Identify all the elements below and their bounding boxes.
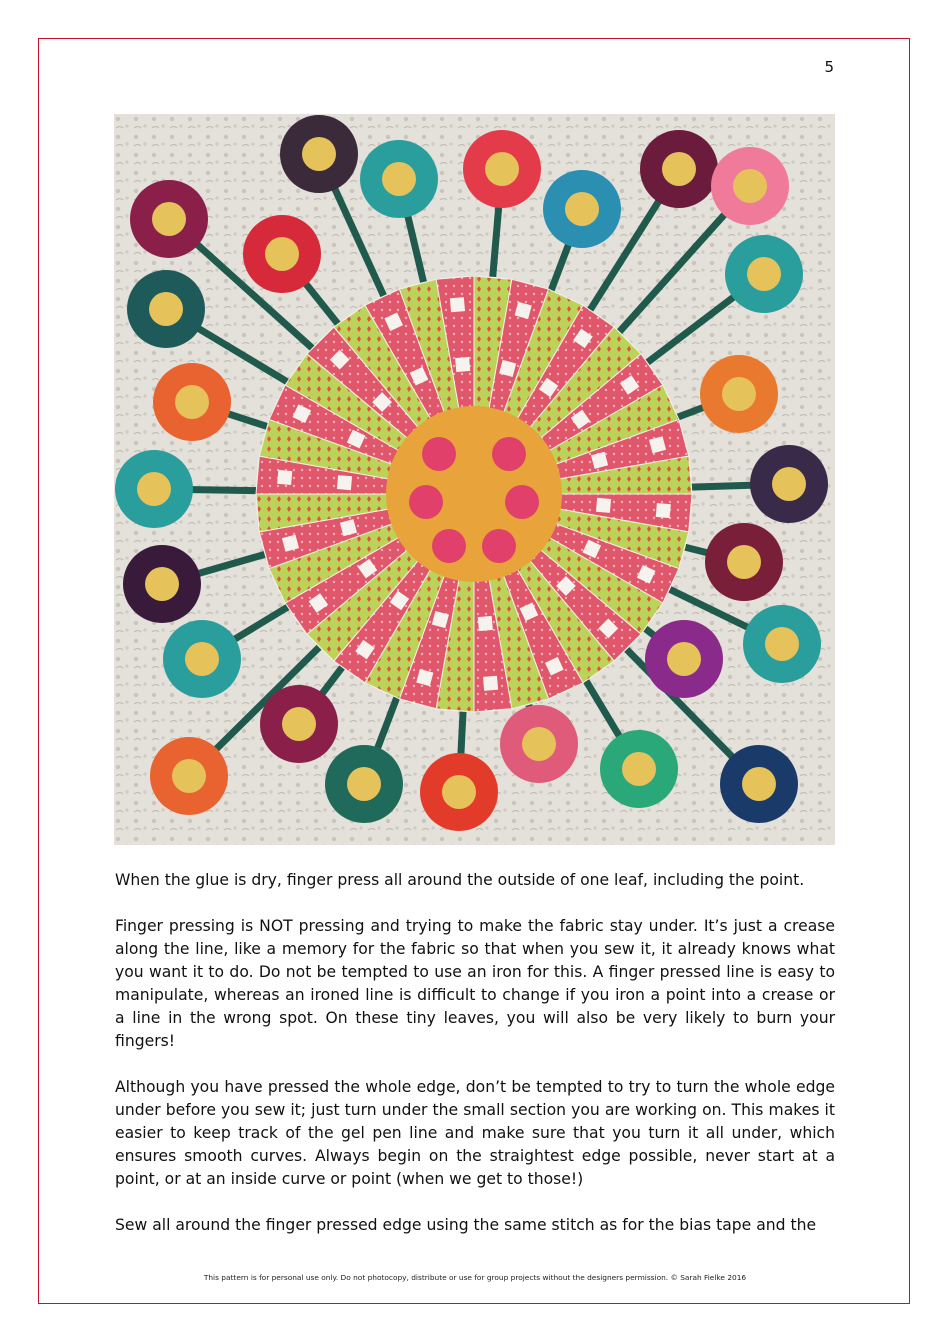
flower-center: [152, 202, 186, 236]
center-dot: [482, 529, 516, 563]
flower-center: [565, 192, 599, 226]
wheel-check: [483, 676, 498, 691]
flower-center: [662, 152, 696, 186]
center-dot: [422, 437, 456, 471]
flower-center: [265, 237, 299, 271]
flower-center: [149, 292, 183, 326]
flower-center: [747, 257, 781, 291]
quilt-photo: [114, 114, 835, 845]
flower-center: [722, 377, 756, 411]
flower-center: [145, 567, 179, 601]
center-dot: [409, 485, 443, 519]
wheel-check: [337, 475, 352, 490]
flower-center: [733, 169, 767, 203]
paragraph-3: Although you have pressed the whole edge, don’t be tempted to try to turn the whole edge under before you sew it; just turn under the small section you are working on. This makes it easier to keep track of the gel pen line and make sure that you turn it all under, which ensures smooth curves. Always begin on the straightest edge possible, never start at a point, or at an inside curve or point (when we get to those!): [115, 1078, 835, 1188]
flower-center: [442, 775, 476, 809]
flower-center: [347, 767, 381, 801]
flower-center: [282, 707, 316, 741]
flower-center: [622, 752, 656, 786]
wheel-check: [450, 297, 465, 312]
flower-center: [302, 137, 336, 171]
page-number: 5: [824, 58, 834, 76]
center-dot: [432, 529, 466, 563]
wheel-check: [478, 616, 493, 631]
paragraph-1: When the glue is dry, finger press all around the outside of one leaf, including the point.: [115, 871, 805, 889]
flower-center: [772, 467, 806, 501]
wheel-check: [656, 503, 671, 518]
flower-center: [382, 162, 416, 196]
flower-center: [185, 642, 219, 676]
flower-center: [727, 545, 761, 579]
paragraph-4: Sew all around the finger pressed edge using the same stitch as for the bias tape and the: [115, 1216, 817, 1234]
wheel-check: [596, 498, 611, 513]
flower-center: [667, 642, 701, 676]
flower-center: [765, 627, 799, 661]
wheel-check: [277, 470, 292, 485]
center-dot: [505, 485, 539, 519]
flower-center: [175, 385, 209, 419]
flower-center: [485, 152, 519, 186]
paragraph-2: Finger pressing is NOT pressing and trying to make the fabric stay under. It’s just a crease along the line, like a memory for the fabric so that when you sew it, it already knows what you want it to do. Do not be tempted to use an iron for this. A finger pressed line is easy to manipulate, whereas an ironed line is difficult to change if you iron a point into a crease or a line in the wrong spot. On these tiny leaves, you will also be very likely to burn your fingers!: [115, 917, 835, 1050]
flower-center: [172, 759, 206, 793]
flower-center: [742, 767, 776, 801]
flower-center: [137, 472, 171, 506]
flower-center: [522, 727, 556, 761]
wheel-check: [455, 357, 470, 372]
footer-copyright: This pattern is for personal use only. Do not photocopy, distribute or use for group projects without the designers permission. © Sarah Fielke 2016: [203, 1273, 747, 1282]
center-dot: [492, 437, 526, 471]
body-text: [115, 869, 835, 1260]
